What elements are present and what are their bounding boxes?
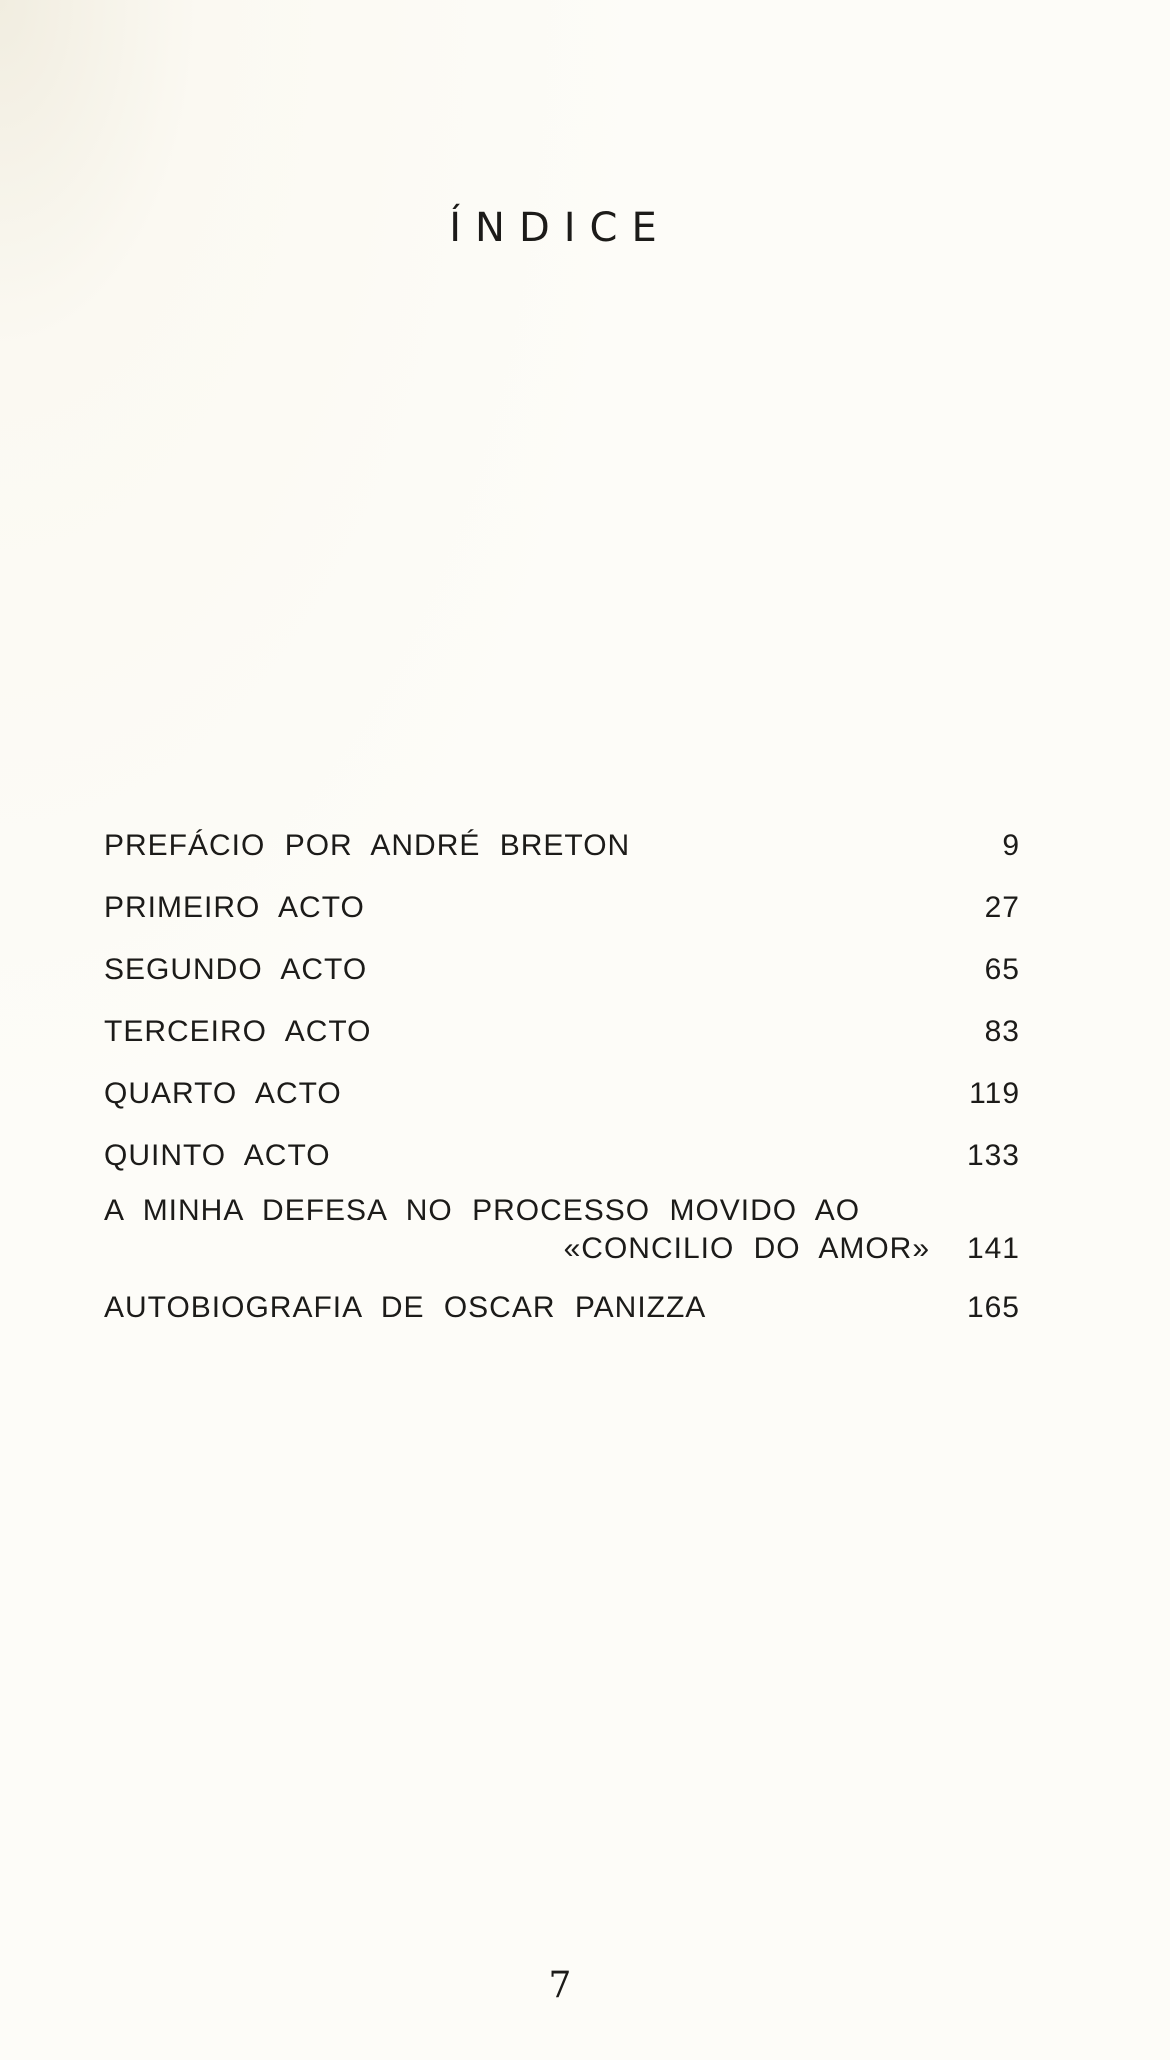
toc-entry-page: 65: [984, 953, 1020, 986]
toc-entry-page: 9: [1002, 829, 1020, 862]
toc-entry-title: QUINTO ACTO: [104, 1139, 331, 1172]
toc-entry-title: QUARTO ACTO: [104, 1077, 342, 1110]
toc-entry-title: PRIMEIRO ACTO: [104, 891, 365, 924]
toc-entry: [104, 944, 1020, 1006]
page-number: 7: [548, 1965, 572, 2006]
toc-entry: [104, 1282, 1020, 1344]
toc-entry: [104, 1130, 1020, 1192]
toc-entry-page: 165: [966, 1291, 1020, 1324]
toc-entry-page: 27: [984, 891, 1020, 924]
toc-entry: [104, 820, 1020, 882]
toc-entry-title: SEGUNDO ACTO: [104, 953, 368, 986]
toc-entry-page: 83: [984, 1015, 1020, 1048]
toc-entry-title: [104, 1192, 930, 1268]
toc-entry: [104, 1068, 1020, 1130]
toc-entry-title: AUTOBIOGRAFIA DE OSCAR PANIZZA: [104, 1291, 707, 1324]
table-of-contents: [104, 820, 1020, 1344]
toc-entry-title-line1: A MINHA DEFESA NO PROCESSO MOVIDO AO: [104, 1194, 861, 1227]
toc-entry-title: TERCEIRO ACTO: [104, 1015, 372, 1048]
toc-entry: [104, 882, 1020, 944]
toc-entry-title-line2: «CONCILIO DO AMOR»: [563, 1232, 930, 1265]
toc-entry-page: 119: [969, 1077, 1020, 1110]
toc-entry: [104, 1006, 1020, 1068]
toc-entry: [104, 1192, 1020, 1282]
toc-entry-page: 141: [966, 1232, 1020, 1265]
page-title: ÍNDICE: [449, 205, 671, 251]
toc-entry-page: 133: [966, 1139, 1020, 1172]
toc-entry-title: PREFÁCIO POR ANDRÉ BRETON: [104, 829, 631, 862]
